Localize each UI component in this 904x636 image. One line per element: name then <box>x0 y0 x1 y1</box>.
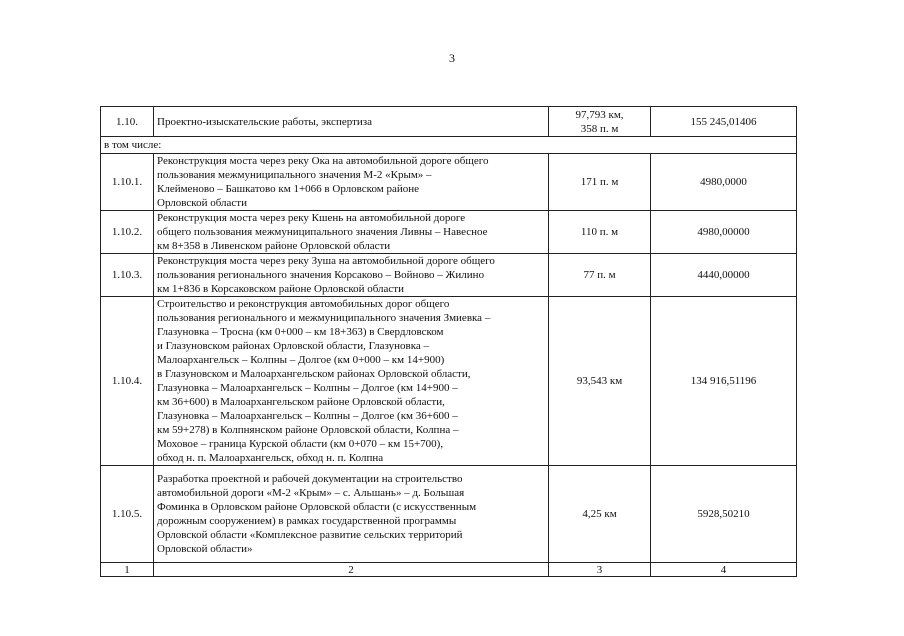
description-line: Фоминка в Орловском районе Орловской области (с искусственным <box>157 501 477 513</box>
description-line: км 59+278) в Колпнянском районе Орловской области, Колпна – <box>157 424 459 436</box>
row-quantity: 171 п. м <box>549 154 651 211</box>
description-line: Глазуновка – Тросна (км 0+000 – км 18+363) в Свердловском <box>157 326 444 338</box>
description-line: Глазуновка – Малоархангельск – Колпны – Долгое (км 14+900 – <box>157 382 458 394</box>
description-line: Строительство и реконструкция автомобильных дорог общего <box>157 298 450 310</box>
table-row <box>101 211 797 254</box>
table-subheader-row <box>101 137 797 154</box>
description-line: общего пользования межмуниципального значения Ливны – Навесное <box>157 226 488 238</box>
description-line: Орловской области» <box>157 543 253 555</box>
table-row-main <box>101 107 797 137</box>
row-quantity: 4,25 км <box>549 466 651 563</box>
row-quantity: 110 п. м <box>549 211 651 254</box>
row-description <box>154 466 549 563</box>
description-line: Разработка проектной и рабочей документации на строительство <box>157 473 463 485</box>
description-line: Орловской области <box>157 197 247 209</box>
row-sum: 134 916,51196 <box>651 297 797 466</box>
row-quantity: 77 п. м <box>549 254 651 297</box>
row-description <box>154 211 549 254</box>
description-line: Реконструкция моста через реку Кшень на автомобильной дороге <box>157 212 466 224</box>
row-number: 1.10.4. <box>101 297 154 466</box>
description-line: пользования межмуниципального значения М-2 «Крым» – <box>157 169 432 181</box>
description-line: км 8+358 в Ливенском районе Орловской области <box>157 240 391 252</box>
row-description <box>154 297 549 466</box>
table-row <box>101 154 797 211</box>
description-line: и Глазуновском районах Орловской области, Глазуновка – <box>157 340 430 352</box>
quantity-line: 358 п. м <box>580 122 619 135</box>
description-line: Глазуновка – Малоархангельск – Колпны – Долгое (км 36+600 – <box>157 410 458 422</box>
column-number: 4 <box>651 563 797 577</box>
row-number: 1.10.3. <box>101 254 154 297</box>
row-sum: 4980,00000 <box>651 211 797 254</box>
description-line: Моховое – граница Курской области (км 0+070 – км 15+700), <box>157 438 444 450</box>
subheader-label: в том числе: <box>101 137 797 154</box>
row-description: Проектно-изыскательские работы, экспертиза <box>154 107 549 137</box>
description-line: км 36+600) в Малоархангельском районе Орловской области, <box>157 396 445 408</box>
description-line: Орловской области «Комплексное развитие сельских территорий <box>157 529 463 541</box>
row-description <box>154 254 549 297</box>
column-number: 3 <box>549 563 651 577</box>
row-sum: 4980,0000 <box>651 154 797 211</box>
row-number: 1.10.2. <box>101 211 154 254</box>
description-line: Клейменово – Башкатово км 1+066 в Орловском районе <box>157 183 419 195</box>
row-quantity <box>549 107 651 137</box>
column-number: 2 <box>154 563 549 577</box>
description-line: пользования регионального значения Корсаково – Войново – Жилино <box>157 269 485 281</box>
row-sum: 5928,50210 <box>651 466 797 563</box>
column-number: 1 <box>101 563 154 577</box>
table-column-numbers-row <box>101 563 797 577</box>
row-sum: 155 245,01406 <box>651 107 797 137</box>
description-line: обход н. п. Малоархангельск, обход н. п. Колпна <box>157 452 384 464</box>
table-row <box>101 254 797 297</box>
description-line: пользования регионального и межмуниципального значения Змиевка – <box>157 312 491 324</box>
row-description <box>154 154 549 211</box>
row-quantity: 93,543 км <box>549 297 651 466</box>
row-number: 1.10. <box>101 107 154 137</box>
row-sum: 4440,00000 <box>651 254 797 297</box>
description-line: Малоархангельск – Колпны – Долгое (км 0+000 – км 14+900) <box>157 354 445 366</box>
description-line: дорожным сооружением) в рамках государственной программы <box>157 515 457 527</box>
quantity-line: 97,793 км, <box>575 108 624 121</box>
table-row <box>101 297 797 466</box>
page-number: 3 <box>449 51 455 65</box>
row-number: 1.10.1. <box>101 154 154 211</box>
budget-table <box>100 106 797 577</box>
table-row <box>101 466 797 563</box>
description-line: Реконструкция моста через реку Ока на автомобильной дороге общего <box>157 155 489 167</box>
description-line: Реконструкция моста через реку Зуша на автомобильной дороге общего <box>157 255 495 267</box>
description-line: в Глазуновском и Малоархангельском районах Орловской области, <box>157 368 471 380</box>
description-line: км 1+836 в Корсаковском районе Орловской области <box>157 283 405 295</box>
row-number: 1.10.5. <box>101 466 154 563</box>
description-line: автомобильной дороги «М-2 «Крым» – с. Альшань» – д. Большая <box>157 487 465 499</box>
